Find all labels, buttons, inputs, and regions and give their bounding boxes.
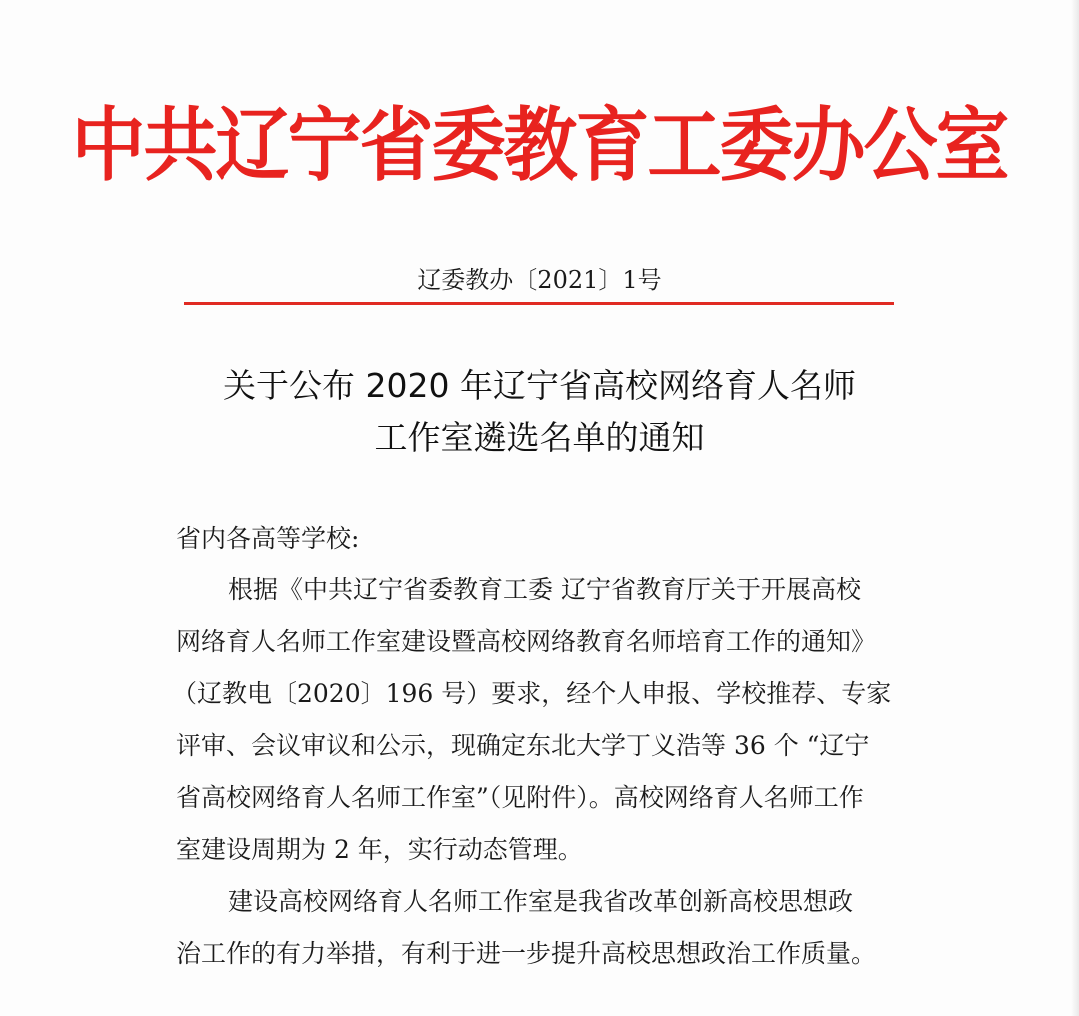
title-line-2: 工作室遴选名单的通知 bbox=[374, 418, 705, 457]
page-edge-shadow bbox=[1071, 0, 1079, 1016]
body-line: （辽教电〔2020〕196 号）要求，经个人申报、学校推荐、专家 bbox=[172, 679, 892, 708]
body-line: 网络育人名师工作室建设暨高校网络教育名师培育工作的通知》 bbox=[176, 627, 877, 656]
body-line: 治工作的有力举措，有利于进一步提升高校思想政治工作质量。 bbox=[176, 939, 877, 968]
body-line: 根据《中共辽宁省委教育工委 辽宁省教育厅关于开展高校 bbox=[228, 575, 861, 604]
red-divider-line bbox=[184, 302, 894, 305]
document-title bbox=[0, 360, 1079, 464]
salutation: 省内各高等学校: bbox=[176, 524, 360, 553]
document-number: 辽委教办〔2021〕1号 bbox=[417, 266, 662, 294]
issuer-masthead: 中共辽宁省委教育工委办公室 bbox=[71, 99, 1008, 193]
body-line: 室建设周期为 2 年，实行动态管理。 bbox=[176, 835, 583, 864]
body-line: 评审、会议审议和公示，现确定东北大学丁义浩等 36 个 “辽宁 bbox=[176, 731, 870, 760]
body-line: 建设高校网络育人名师工作室是我省改革创新高校思想政 bbox=[228, 887, 854, 916]
title-line-1: 关于公布 2020 年辽宁省高校网络育人名师 bbox=[223, 366, 856, 405]
body-line: 省高校网络育人名师工作室”（见附件）。高校网络育人名师工作 bbox=[176, 783, 864, 812]
